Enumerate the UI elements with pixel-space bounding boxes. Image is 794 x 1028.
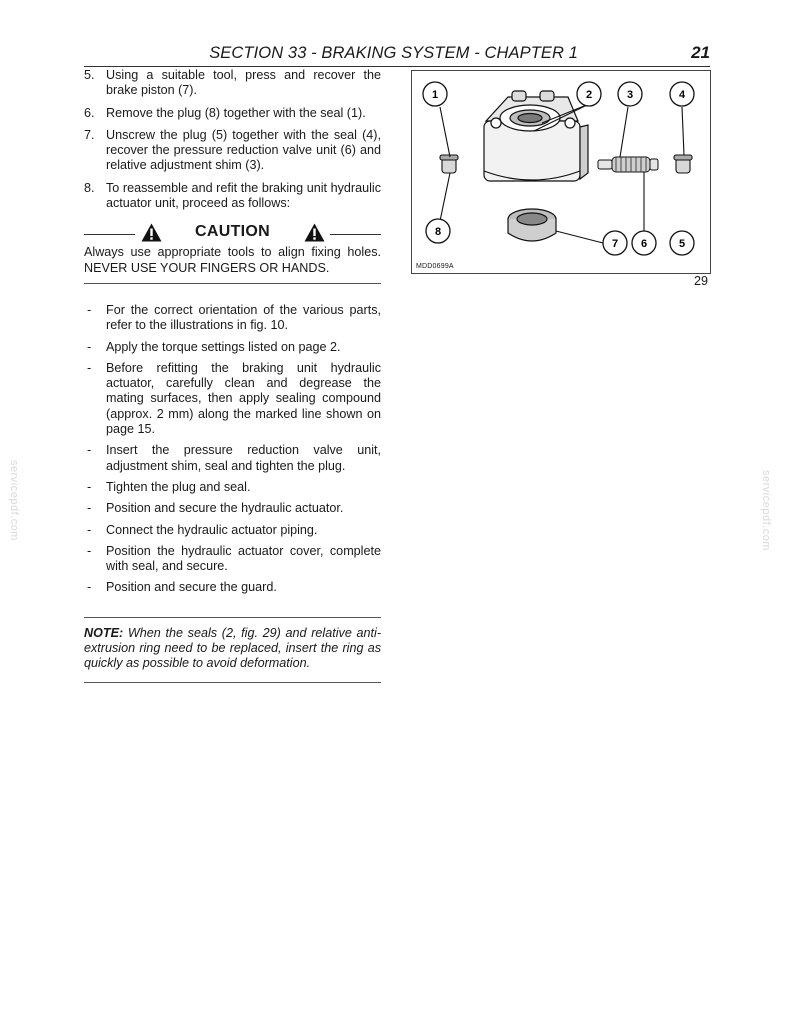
figure-number: 29 [694,274,709,288]
piston-7-part [508,209,556,241]
plug-5-part [674,155,692,173]
actuator-housing [484,91,588,181]
list-item: - Tighten the plug and seal. [87,479,251,494]
reassembly-list [84,303,381,596]
callout-1: 1 [431,89,439,101]
step-number: 5. [84,68,95,82]
caution-title: CAUTION [195,223,270,241]
list-item: - For the correct orientation of the various parts, refer to the illustrations in fig. 10. [87,302,381,333]
step-number: 8. [84,180,95,195]
caution-text: Always use appropriate tools to align fixing holes. NEVER USE YOUR FINGERS OR HANDS. [84,245,381,284]
callout-4: 4 [678,89,686,101]
note-label: NOTE: [84,625,124,640]
callout-5: 5 [678,238,686,250]
step-text: Unscrew the plug (5) together with the seal (4), recover the pressure reduction valve unit (6) and relative adjustment shim (3). [106,127,381,173]
text-column [84,68,381,683]
step-number: 6. [84,105,95,120]
callout-7: 7 [611,238,619,250]
step-text: To reassemble and refit the braking unit hydraulic actuator unit, proceed as follows: [106,180,381,211]
page-header [84,44,710,67]
list-item: - Position and secure the hydraulic actuator. [87,501,344,516]
callout-6: 6 [640,238,648,250]
list-item: - Position the hydraulic actuator cover, complete with seal, and secure. [87,543,381,574]
step-item [84,68,381,99]
watermark-left: servicepdf.com [8,460,20,541]
warning-triangle-icon [304,223,325,242]
callout-8: 8 [434,226,442,238]
page-number: 21 [691,43,710,62]
list-item: - Connect the hydraulic actuator piping. [87,522,318,537]
note-text: When the seals (2, fig. 29) and relative anti-extrusion ring need to be replaced, insert the ring as quickly as possible to avoid deformation. [84,625,382,671]
step-item [84,181,381,212]
step-text: Remove the plug (8) together with the seal (1). [106,105,366,120]
list-item: - Position and secure the guard. [87,580,277,595]
step-item [84,106,381,121]
figure-code: MDD0699A [416,263,454,270]
caution-rule-right [330,234,381,235]
plug-8-part [440,155,458,173]
list-item: - Insert the pressure reduction valve unit, adjustment shim, seal and tighten the plug. [87,443,381,473]
list-item: - Before refitting the braking unit hydraulic actuator, carefully clean and degrease the mating surfaces, then apply sealing compound (approx. 2 mm) along the marked line shown on page 15. [87,360,381,437]
callout-2: 2 [585,89,593,101]
step-item [84,128,381,174]
note-box [84,617,381,683]
caution-heading [84,223,381,245]
callout-3: 3 [626,89,634,101]
watermark-right: servicepdf.com [760,470,772,551]
step-number: 7. [84,127,95,142]
section-title: SECTION 33 - BRAKING SYSTEM - CHAPTER 1 [209,44,578,62]
valve-unit-6-part [598,157,658,172]
figure-29 [411,70,711,274]
step-text: Using a suitable tool, press and recover the brake piston (7). [106,68,381,98]
list-item: - Apply the torque settings listed on page 2. [87,339,341,354]
actuator-exploded-illustration [412,71,710,273]
